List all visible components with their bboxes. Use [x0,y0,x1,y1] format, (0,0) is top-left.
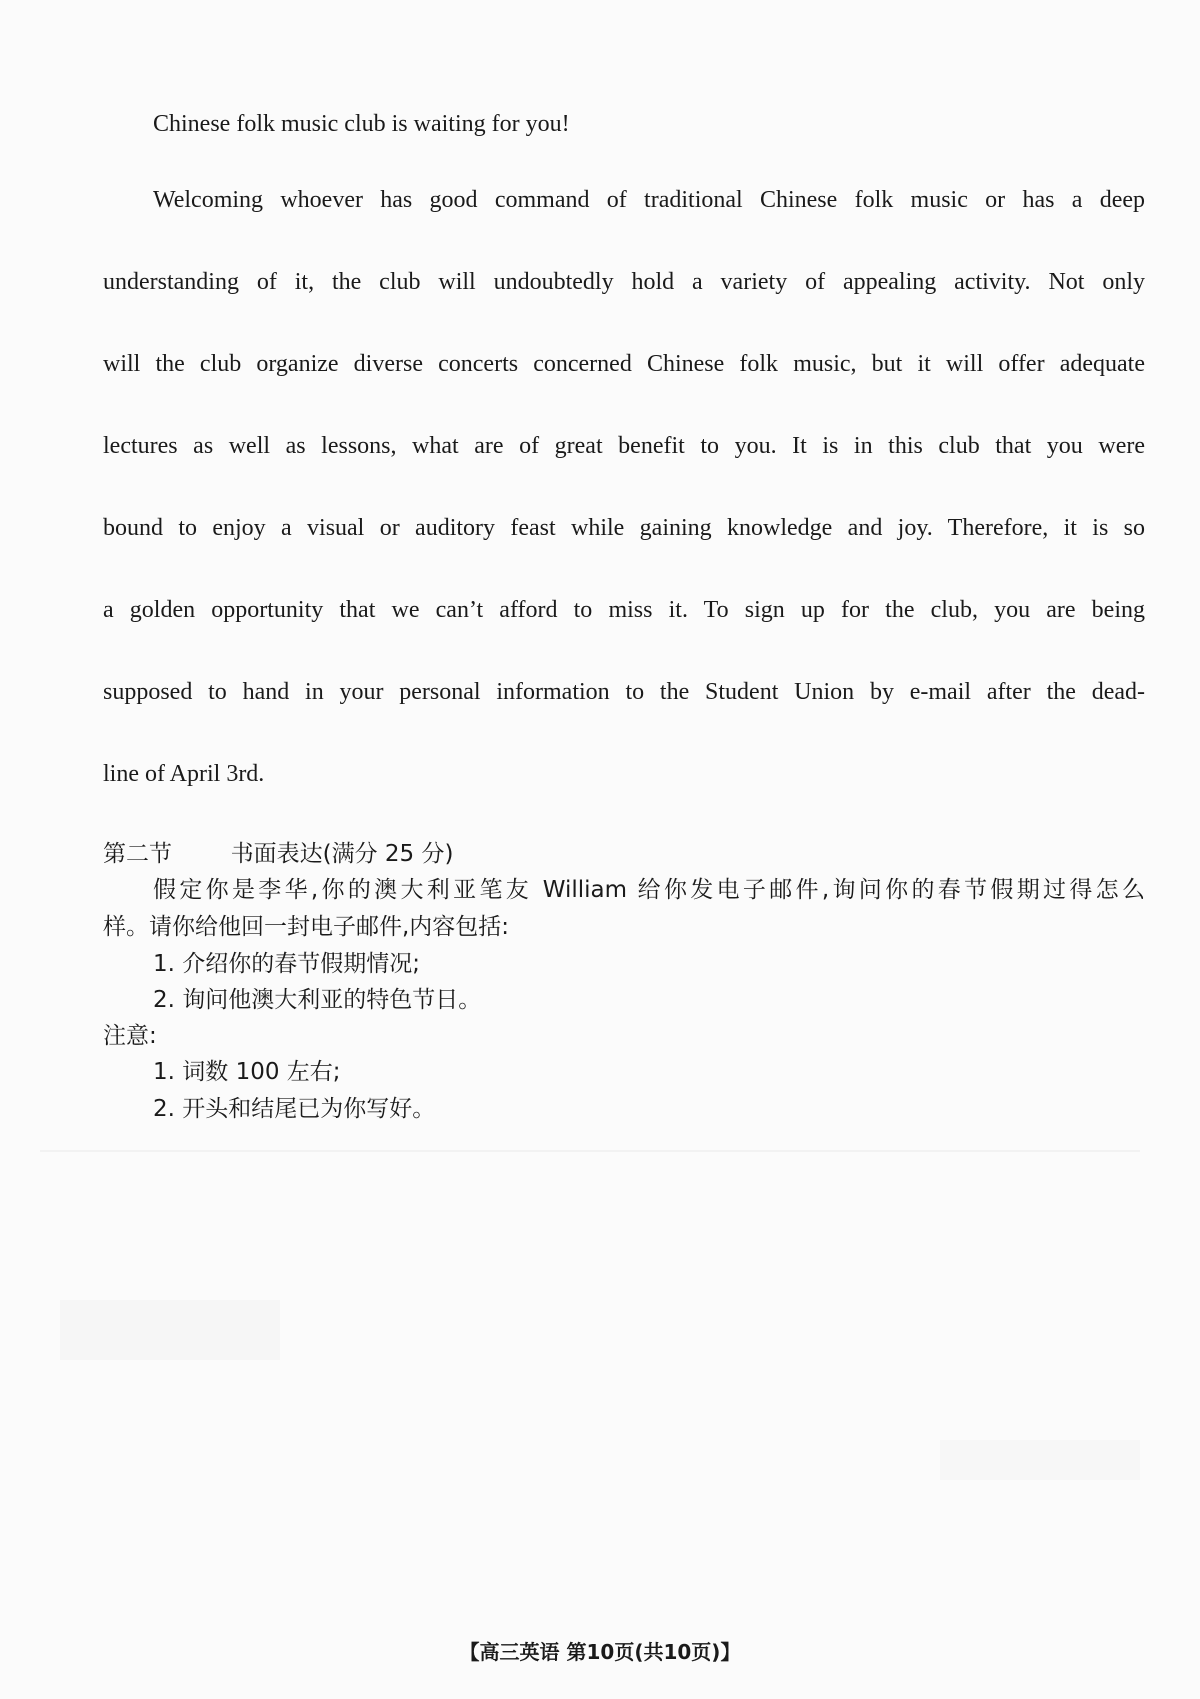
prompt-line-1: 假定你是李华,你的澳大利亚笔友 William 给你发电子邮件,询问你的春节假期过得怎么 [153,877,1145,903]
requirement-item-2: 2. 询问他澳大利亚的特色节日。 [153,987,482,1013]
notes-label: 注意: [103,1023,157,1049]
page-footer: 【高三英语 第10页(共10页)】 [459,1640,741,1664]
note-item-1: 1. 词数 100 左右; [153,1059,341,1085]
passage-line-8: supposed to hand in your personal information to the Student Union by e-mail after the dead- [103,679,1145,705]
passage-line-9: line of April 3rd. [103,761,265,787]
passage-line-6: bound to enjoy a visual or auditory feast while gaining knowledge and joy. Therefore, it is so [103,515,1145,541]
passage-line-3: understanding of it, the club will undoubtedly hold a variety of appealing activity. Not only [103,269,1145,295]
requirement-item-1: 1. 介绍你的春节假期情况; [153,951,421,977]
scan-noise [40,1150,1140,1152]
passage-line-1: Chinese folk music club is waiting for you! [153,111,570,137]
passage-line-7: a golden opportunity that we can’t afford to miss it. To sign up for the club, you are being [103,597,1145,623]
passage-line-4: will the club organize diverse concerts concerned Chinese folk music, but it will offer adequate [103,351,1145,377]
passage-line-5: lectures as well as lessons, what are of great benefit to you. It is in this club that you were [103,433,1145,459]
scan-noise [940,1440,1140,1480]
section-heading [103,843,453,866]
prompt-line-2: 样。请你给他回一封电子邮件,内容包括: [103,914,510,940]
section-title: 书面表达(满分 25 分) [230,841,454,867]
scan-noise [60,1300,280,1360]
passage-line-2: Welcoming whoever has good command of traditional Chinese folk music or has a deep [153,187,1145,213]
section-number: 第二节 [103,841,172,867]
note-item-2: 2. 开头和结尾已为你写好。 [153,1096,436,1122]
